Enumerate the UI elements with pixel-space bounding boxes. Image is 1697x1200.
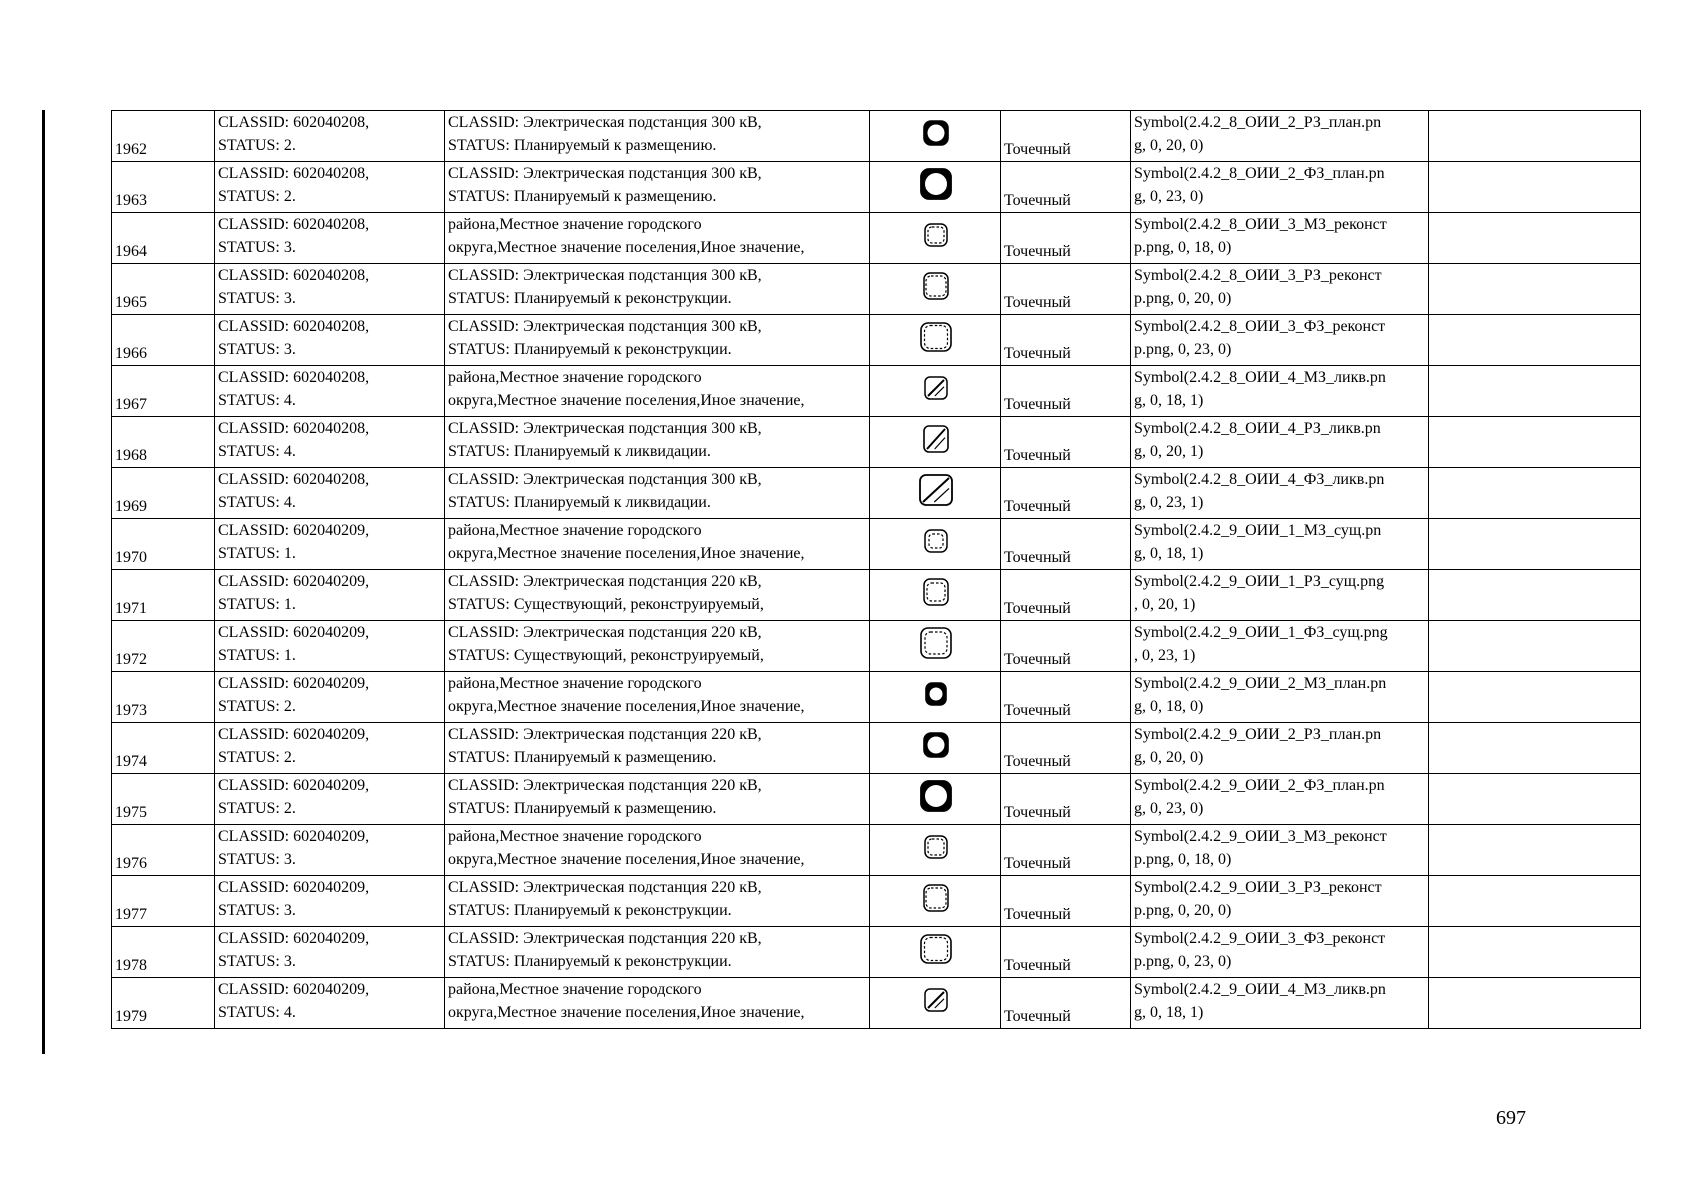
description-cell [445, 162, 870, 213]
classid-line: CLASSID: 602040208, [218, 420, 370, 437]
classid-line: CLASSID: 602040208, [218, 318, 370, 335]
symbol-line-2: р.png, 0, 23, 0) [1134, 953, 1232, 970]
description-line-1: CLASSID: Электрическая подстанция 220 кВ, [448, 624, 762, 641]
symbol-preview-cell [870, 723, 1001, 774]
description-line-1: района,Местное значение городского [448, 369, 702, 386]
description-line-2: STATUS: Планируемый к реконструкции. [448, 341, 732, 358]
symbol-definition-cell [1131, 366, 1429, 417]
symbol-preview-cell [870, 978, 1001, 1029]
symbol-line-2: g, 0, 23, 0) [1134, 800, 1204, 817]
status-line: STATUS: 3. [218, 239, 296, 256]
symbol-preview-cell [870, 621, 1001, 672]
table-row [112, 825, 1641, 876]
symbol-line-1: Symbol(2.4.2_8_ОИИ_3_РЗ_реконст [1134, 267, 1382, 284]
description-line-1: CLASSID: Электрическая подстанция 300 кВ, [448, 114, 762, 131]
description-cell [445, 519, 870, 570]
description-line-1: CLASSID: Электрическая подстанция 300 кВ, [448, 267, 762, 284]
symbol-definition-cell [1131, 213, 1429, 264]
geometry-type: Точечный [1001, 621, 1131, 672]
symbol-preview-cell [870, 213, 1001, 264]
classid-cell [215, 213, 445, 264]
symbol-line-2: р.png, 0, 18, 0) [1134, 239, 1232, 256]
classid-line: CLASSID: 602040209, [218, 828, 370, 845]
symbol-line-1: Symbol(2.4.2_8_ОИИ_2_ФЗ_план.pn [1134, 165, 1385, 182]
symbol-definition-cell [1131, 978, 1429, 1029]
description-line-1: CLASSID: Электрическая подстанция 300 кВ, [448, 165, 762, 182]
symbol-line-2: g, 0, 23, 1) [1134, 494, 1204, 511]
description-line-1: CLASSID: Электрическая подстанция 220 кВ, [448, 930, 762, 947]
classid-cell [215, 315, 445, 366]
plan-rz-icon [923, 120, 949, 153]
exist-rz-icon [923, 578, 949, 613]
classid-line: CLASSID: 602040209, [218, 675, 370, 692]
page-number: 697 [1496, 1107, 1526, 1129]
exist-fz-icon [920, 627, 952, 666]
description-line-1: района,Местное значение городского [448, 828, 702, 845]
row-number: 1978 [112, 927, 215, 978]
empty-cell [1429, 315, 1641, 366]
symbol-line-2: , 0, 20, 1) [1134, 596, 1196, 613]
geometry-type: Точечный [1001, 825, 1131, 876]
description-line-2: STATUS: Существующий, реконструируемый, [448, 647, 764, 664]
description-cell [445, 570, 870, 621]
symbol-line-1: Symbol(2.4.2_8_ОИИ_4_ФЗ_ликв.pn [1134, 471, 1385, 488]
row-number: 1964 [112, 213, 215, 264]
description-line-2: округа,Местное значение поселения,Иное значение, [448, 698, 805, 715]
description-line-2: STATUS: Планируемый к размещению. [448, 137, 717, 154]
symbol-line-1: Symbol(2.4.2_9_ОИИ_2_РЗ_план.pn [1134, 726, 1382, 743]
symbol-line-1: Symbol(2.4.2_9_ОИИ_3_РЗ_реконст [1134, 879, 1382, 896]
empty-cell [1429, 672, 1641, 723]
empty-cell [1429, 774, 1641, 825]
classid-line: CLASSID: 602040208, [218, 369, 370, 386]
classid-cell [215, 927, 445, 978]
symbol-line-1: Symbol(2.4.2_8_ОИИ_3_МЗ_реконст [1134, 216, 1387, 233]
classid-line: CLASSID: 602040209, [218, 981, 370, 998]
symbol-line-1: Symbol(2.4.2_8_ОИИ_3_ФЗ_реконст [1134, 318, 1386, 335]
table-row [112, 213, 1641, 264]
recon-mz-icon [924, 223, 948, 254]
status-line: STATUS: 3. [218, 290, 296, 307]
table-row [112, 417, 1641, 468]
symbol-line-1: Symbol(2.4.2_8_ОИИ_2_РЗ_план.pn [1134, 114, 1382, 131]
table-row [112, 366, 1641, 417]
row-number: 1965 [112, 264, 215, 315]
recon-rz-icon [923, 884, 949, 919]
liq-mz-icon [924, 988, 948, 1019]
symbol-line-2: g, 0, 20, 0) [1134, 137, 1204, 154]
classid-line: CLASSID: 602040209, [218, 522, 370, 539]
table-row [112, 570, 1641, 621]
row-number: 1976 [112, 825, 215, 876]
table-row [112, 723, 1641, 774]
description-line-1: CLASSID: Электрическая подстанция 220 кВ, [448, 726, 762, 743]
geometry-type: Точечный [1001, 417, 1131, 468]
classid-line: CLASSID: 602040209, [218, 624, 370, 641]
status-line: STATUS: 3. [218, 953, 296, 970]
row-number: 1966 [112, 315, 215, 366]
row-number: 1979 [112, 978, 215, 1029]
classid-cell [215, 417, 445, 468]
classid-line: CLASSID: 602040208, [218, 267, 370, 284]
description-cell [445, 213, 870, 264]
empty-cell [1429, 978, 1641, 1029]
description-cell [445, 621, 870, 672]
status-line: STATUS: 2. [218, 137, 296, 154]
description-line-2: округа,Местное значение поселения,Иное значение, [448, 239, 805, 256]
description-cell [445, 927, 870, 978]
classid-cell [215, 978, 445, 1029]
symbol-definition-cell [1131, 162, 1429, 213]
status-line: STATUS: 4. [218, 1004, 296, 1021]
classid-line: CLASSID: 602040208, [218, 471, 370, 488]
symbol-line-1: Symbol(2.4.2_8_ОИИ_4_РЗ_ликв.pn [1134, 420, 1381, 437]
symbol-preview-cell [870, 570, 1001, 621]
symbol-line-1: Symbol(2.4.2_9_ОИИ_3_МЗ_реконст [1134, 828, 1387, 845]
description-line-2: STATUS: Планируемый к ликвидации. [448, 443, 711, 460]
geometry-type: Точечный [1001, 927, 1131, 978]
table-body [112, 111, 1641, 1029]
description-line-2: округа,Местное значение поселения,Иное значение, [448, 545, 805, 562]
classid-cell [215, 825, 445, 876]
table-row [112, 876, 1641, 927]
description-line-2: STATUS: Планируемый к размещению. [448, 800, 717, 817]
description-cell [445, 468, 870, 519]
symbol-line-2: g, 0, 18, 1) [1134, 392, 1204, 409]
description-line-1: CLASSID: Электрическая подстанция 300 кВ, [448, 420, 762, 437]
geometry-type: Точечный [1001, 111, 1131, 162]
description-line-1: CLASSID: Электрическая подстанция 220 кВ, [448, 573, 762, 590]
recon-mz-icon [924, 835, 948, 866]
plan-mz-icon [925, 682, 947, 713]
geometry-type: Точечный [1001, 774, 1131, 825]
symbol-line-1: Symbol(2.4.2_8_ОИИ_4_МЗ_ликв.pn [1134, 369, 1386, 386]
symbol-line-1: Symbol(2.4.2_9_ОИИ_1_ФЗ_сущ.png [1134, 624, 1388, 641]
symbol-preview-cell [870, 825, 1001, 876]
geometry-type: Точечный [1001, 264, 1131, 315]
table-row [112, 978, 1641, 1029]
description-line-2: STATUS: Существующий, реконструируемый, [448, 596, 764, 613]
status-line: STATUS: 3. [218, 902, 296, 919]
symbol-line-2: g, 0, 20, 1) [1134, 443, 1204, 460]
symbol-line-1: Symbol(2.4.2_9_ОИИ_2_ФЗ_план.pn [1134, 777, 1385, 794]
recon-fz-icon [920, 322, 952, 359]
symbol-line-1: Symbol(2.4.2_9_ОИИ_2_МЗ_план.pn [1134, 675, 1387, 692]
empty-cell [1429, 468, 1641, 519]
classid-cell [215, 876, 445, 927]
status-line: STATUS: 1. [218, 647, 296, 664]
description-cell [445, 723, 870, 774]
status-line: STATUS: 2. [218, 749, 296, 766]
symbol-definition-cell [1131, 621, 1429, 672]
empty-cell [1429, 723, 1641, 774]
recon-rz-icon [923, 272, 949, 307]
symbol-definition-cell [1131, 876, 1429, 927]
symbol-definition-cell [1131, 570, 1429, 621]
status-line: STATUS: 1. [218, 545, 296, 562]
symbol-preview-cell [870, 315, 1001, 366]
symbol-preview-cell [870, 468, 1001, 519]
plan-fz-icon [920, 780, 952, 819]
liq-mz-icon [924, 376, 948, 407]
symbol-preview-cell [870, 672, 1001, 723]
description-line-1: CLASSID: Электрическая подстанция 220 кВ, [448, 777, 762, 794]
empty-cell [1429, 111, 1641, 162]
empty-cell [1429, 825, 1641, 876]
classid-cell [215, 162, 445, 213]
classid-cell [215, 264, 445, 315]
row-number: 1967 [112, 366, 215, 417]
description-line-2: STATUS: Планируемый к реконструкции. [448, 290, 732, 307]
classid-cell [215, 111, 445, 162]
table-row [112, 162, 1641, 213]
classid-cell [215, 570, 445, 621]
exist-mz-icon [924, 529, 948, 560]
description-line-1: CLASSID: Электрическая подстанция 300 кВ, [448, 471, 762, 488]
description-line-2: округа,Местное значение поселения,Иное значение, [448, 851, 805, 868]
geometry-type: Точечный [1001, 672, 1131, 723]
description-line-1: района,Местное значение городского [448, 216, 702, 233]
symbol-line-2: g, 0, 18, 0) [1134, 698, 1204, 715]
empty-cell [1429, 621, 1641, 672]
symbol-definition-cell [1131, 774, 1429, 825]
symbol-line-2: р.png, 0, 18, 0) [1134, 851, 1232, 868]
margin-rule [42, 110, 45, 1054]
symbol-line-2: g, 0, 18, 1) [1134, 545, 1204, 562]
description-line-2: STATUS: Планируемый к реконструкции. [448, 902, 732, 919]
symbol-definition-cell [1131, 315, 1429, 366]
geometry-type: Точечный [1001, 162, 1131, 213]
symbol-line-1: Symbol(2.4.2_9_ОИИ_1_МЗ_сущ.pn [1134, 522, 1382, 539]
liq-fz-icon [919, 474, 953, 513]
classid-line: CLASSID: 602040209, [218, 777, 370, 794]
row-number: 1971 [112, 570, 215, 621]
recon-fz-icon [920, 934, 952, 971]
symbol-definition-cell [1131, 111, 1429, 162]
description-line-2: округа,Местное значение поселения,Иное значение, [448, 392, 805, 409]
classid-cell [215, 672, 445, 723]
description-line-2: STATUS: Планируемый к ликвидации. [448, 494, 711, 511]
symbol-preview-cell [870, 111, 1001, 162]
status-line: STATUS: 2. [218, 698, 296, 715]
description-cell [445, 315, 870, 366]
description-line-2: STATUS: Планируемый к размещению. [448, 749, 717, 766]
symbol-line-2: g, 0, 20, 0) [1134, 749, 1204, 766]
plan-rz-icon [923, 732, 949, 765]
geometry-type: Точечный [1001, 519, 1131, 570]
status-line: STATUS: 1. [218, 596, 296, 613]
symbol-definition-cell [1131, 723, 1429, 774]
empty-cell [1429, 213, 1641, 264]
status-line: STATUS: 2. [218, 188, 296, 205]
geometry-type: Точечный [1001, 213, 1131, 264]
table-row [112, 927, 1641, 978]
table-row [112, 468, 1641, 519]
symbol-definition-cell [1131, 519, 1429, 570]
symbol-line-2: g, 0, 23, 0) [1134, 188, 1204, 205]
row-number: 1973 [112, 672, 215, 723]
symbol-definition-cell [1131, 264, 1429, 315]
symbol-definition-cell [1131, 825, 1429, 876]
plan-fz-icon [920, 168, 952, 207]
classid-cell [215, 519, 445, 570]
table-row [112, 621, 1641, 672]
description-cell [445, 366, 870, 417]
geometry-type: Точечный [1001, 366, 1131, 417]
row-number: 1970 [112, 519, 215, 570]
classid-cell [215, 774, 445, 825]
description-cell [445, 825, 870, 876]
row-number: 1962 [112, 111, 215, 162]
geometry-type: Точечный [1001, 315, 1131, 366]
description-line-1: CLASSID: Электрическая подстанция 220 кВ, [448, 879, 762, 896]
symbol-line-1: Symbol(2.4.2_9_ОИИ_3_ФЗ_реконст [1134, 930, 1386, 947]
status-line: STATUS: 3. [218, 851, 296, 868]
table-row [112, 111, 1641, 162]
geometry-type: Точечный [1001, 570, 1131, 621]
classid-line: CLASSID: 602040208, [218, 216, 370, 233]
table-row [112, 264, 1641, 315]
liq-rz-icon [923, 425, 949, 460]
symbol-table [111, 110, 1641, 1029]
description-cell [445, 774, 870, 825]
symbol-definition-cell [1131, 927, 1429, 978]
table-row [112, 672, 1641, 723]
symbol-preview-cell [870, 162, 1001, 213]
symbol-preview-cell [870, 519, 1001, 570]
table-row [112, 774, 1641, 825]
empty-cell [1429, 927, 1641, 978]
symbol-line-2: р.png, 0, 20, 0) [1134, 902, 1232, 919]
description-cell [445, 264, 870, 315]
description-cell [445, 417, 870, 468]
empty-cell [1429, 570, 1641, 621]
symbol-preview-cell [870, 774, 1001, 825]
symbol-preview-cell [870, 876, 1001, 927]
description-cell [445, 111, 870, 162]
status-line: STATUS: 3. [218, 341, 296, 358]
empty-cell [1429, 417, 1641, 468]
symbol-line-2: р.png, 0, 23, 0) [1134, 341, 1232, 358]
description-cell [445, 876, 870, 927]
status-line: STATUS: 4. [218, 392, 296, 409]
classid-cell [215, 621, 445, 672]
empty-cell [1429, 264, 1641, 315]
description-line-1: района,Местное значение городского [448, 981, 702, 998]
classid-line: CLASSID: 602040209, [218, 930, 370, 947]
symbol-definition-cell [1131, 672, 1429, 723]
classid-line: CLASSID: 602040208, [218, 165, 370, 182]
row-number: 1963 [112, 162, 215, 213]
status-line: STATUS: 4. [218, 494, 296, 511]
symbol-line-1: Symbol(2.4.2_9_ОИИ_1_РЗ_сущ.png [1134, 573, 1385, 590]
row-number: 1972 [112, 621, 215, 672]
symbol-definition-cell [1131, 417, 1429, 468]
table-row [112, 315, 1641, 366]
description-cell [445, 978, 870, 1029]
description-line-1: района,Местное значение городского [448, 675, 702, 692]
row-number: 1977 [112, 876, 215, 927]
description-line-2: STATUS: Планируемый к размещению. [448, 188, 717, 205]
symbol-line-2: , 0, 23, 1) [1134, 647, 1196, 664]
classid-cell [215, 468, 445, 519]
classid-cell [215, 366, 445, 417]
symbol-line-1: Symbol(2.4.2_9_ОИИ_4_МЗ_ликв.pn [1134, 981, 1386, 998]
description-line-2: STATUS: Планируемый к реконструкции. [448, 953, 732, 970]
geometry-type: Точечный [1001, 876, 1131, 927]
symbol-line-2: g, 0, 18, 1) [1134, 1004, 1204, 1021]
geometry-type: Точечный [1001, 978, 1131, 1029]
row-number: 1974 [112, 723, 215, 774]
classid-line: CLASSID: 602040209, [218, 879, 370, 896]
table-row [112, 519, 1641, 570]
classid-line: CLASSID: 602040208, [218, 114, 370, 131]
symbol-preview-cell [870, 927, 1001, 978]
geometry-type: Точечный [1001, 723, 1131, 774]
classid-cell [215, 723, 445, 774]
symbol-definition-cell [1131, 468, 1429, 519]
description-line-1: района,Местное значение городского [448, 522, 702, 539]
symbol-preview-cell [870, 417, 1001, 468]
empty-cell [1429, 519, 1641, 570]
symbol-line-2: р.png, 0, 20, 0) [1134, 290, 1232, 307]
description-cell [445, 672, 870, 723]
classid-line: CLASSID: 602040209, [218, 726, 370, 743]
status-line: STATUS: 4. [218, 443, 296, 460]
description-line-2: округа,Местное значение поселения,Иное значение, [448, 1004, 805, 1021]
empty-cell [1429, 366, 1641, 417]
description-line-1: CLASSID: Электрическая подстанция 300 кВ, [448, 318, 762, 335]
empty-cell [1429, 162, 1641, 213]
row-number: 1969 [112, 468, 215, 519]
status-line: STATUS: 2. [218, 800, 296, 817]
geometry-type: Точечный [1001, 468, 1131, 519]
row-number: 1968 [112, 417, 215, 468]
classid-line: CLASSID: 602040209, [218, 573, 370, 590]
symbol-preview-cell [870, 366, 1001, 417]
row-number: 1975 [112, 774, 215, 825]
empty-cell [1429, 876, 1641, 927]
symbol-preview-cell [870, 264, 1001, 315]
